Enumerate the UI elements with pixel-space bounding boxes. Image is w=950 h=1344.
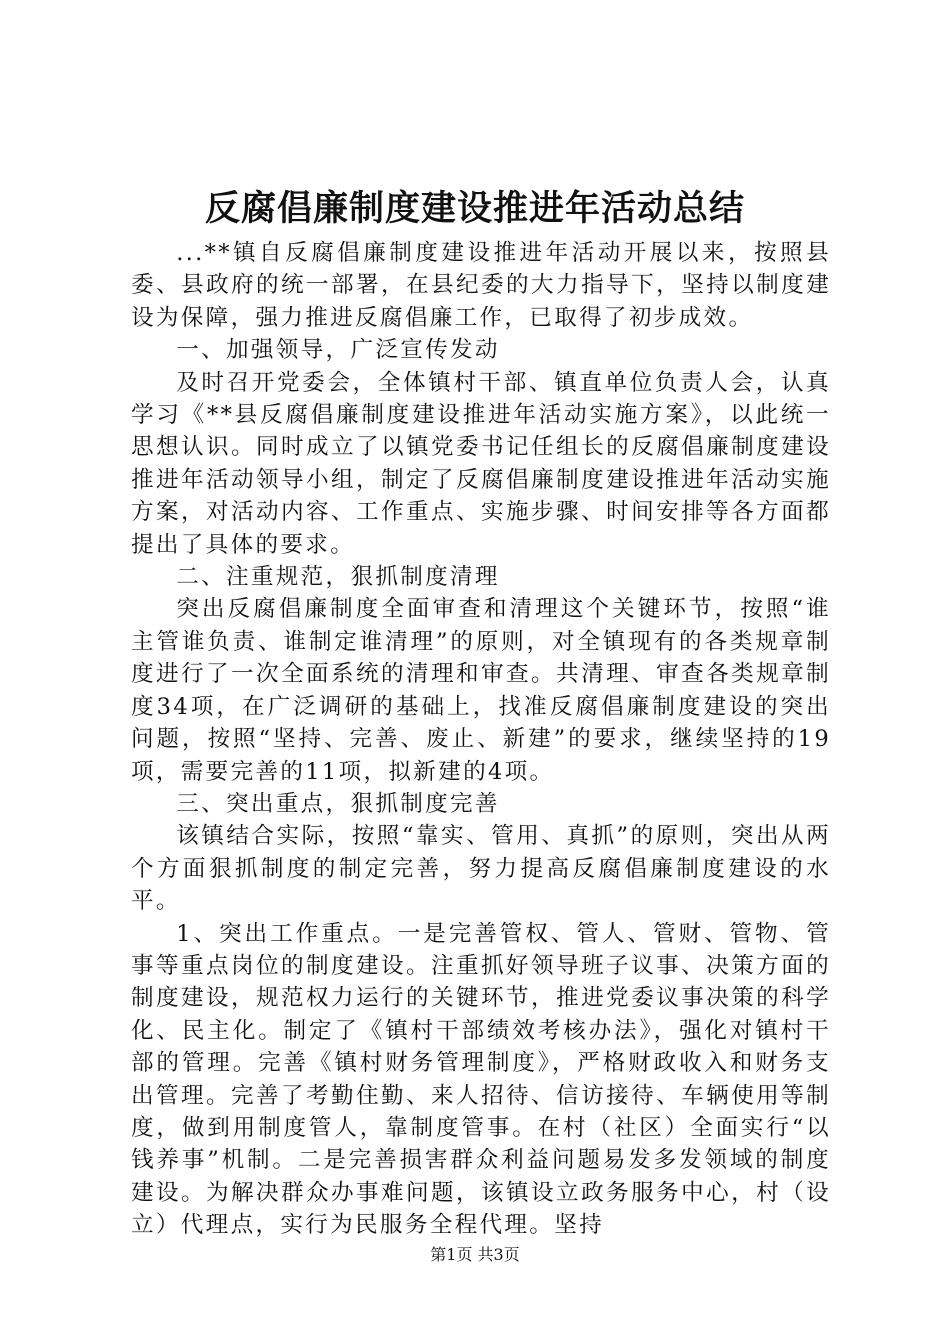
section-heading-1: 一、加强领导，广泛宣传发动 — [176, 337, 500, 364]
document-body — [131, 237, 831, 1242]
section-heading-3: 三、突出重点，狠抓制度完善 — [176, 790, 500, 817]
section-1-paragraph: 及时召开党委会，全体镇村干部、镇直单位负责人会，认真学习《**县反腐倡廉制度建设推进年活动实施方案》，以此统一思想认识。同时成立了以镇党委书记任组长的反腐倡廉制度建设推进年活动领导小组，制定了反腐倡廉制度建设推进年活动实施方案，对活动内容、工作重点、实施步骤、时间安排等各方面都提出了具体的要求。 — [131, 369, 831, 558]
section-3-paragraph: 该镇结合实际，按照“靠实、管用、真抓”的原则，突出从两个方面狠抓制度的制定完善，努力提高反腐倡廉制度建设的水平。 — [131, 823, 831, 915]
section-3-point-1-paragraph: 1、突出工作重点。一是完善管权、管人、管财、管物、管事等重点岗位的制度建设。注重抓好领导班子议事、决策方面的制度建设，规范权力运行的关键环节，推进党委议事决策的科学化、民主化。制定了《镇村干部绩效考核办法》，强化对镇村干部的管理。完善《镇村财务管理制度》，严格财政收入和财务支出管理。完善了考勤住勤、来人招待、信访接待、车辆使用等制度，做到用制度管人，靠制度管事。在村（社区）全面实行“以钱养事”机制。二是完善损害群众利益问题易发多发领域的制度建设。为解决群众办事难问题，该镇设立政务服务中心，村（设立）代理点，实行为民服务全程代理。坚持 — [131, 920, 831, 1239]
document-title: 反腐倡廉制度建设推进年活动总结 — [204, 189, 745, 229]
page-number-footer: 第1页 共3页 — [430, 1245, 520, 1264]
intro-paragraph: ...**镇自反腐倡廉制度建设推进年活动开展以来，按照县委、县政府的统一部署，在县纪委的大力指导下，坚持以制度建设为保障，强力推进反腐倡廉工作，已取得了初步成效。 — [131, 240, 831, 331]
section-2-paragraph: 突出反腐倡廉制度全面审查和清理这个关键环节，按照“谁主管谁负责、谁制定谁清理”的原则，对全镇现有的各类规章制度进行了一次全面系统的清理和审查。共清理、审查各类规章制度34项，在广泛调研的基础上，找准反腐倡廉制度建设的突出问题，按照“坚持、完善、废止、新建”的要求，继续坚持的19项，需要完善的11项，拟新建的4项。 — [131, 596, 831, 785]
section-heading-2: 二、注重规范，狠抓制度清理 — [176, 564, 500, 591]
